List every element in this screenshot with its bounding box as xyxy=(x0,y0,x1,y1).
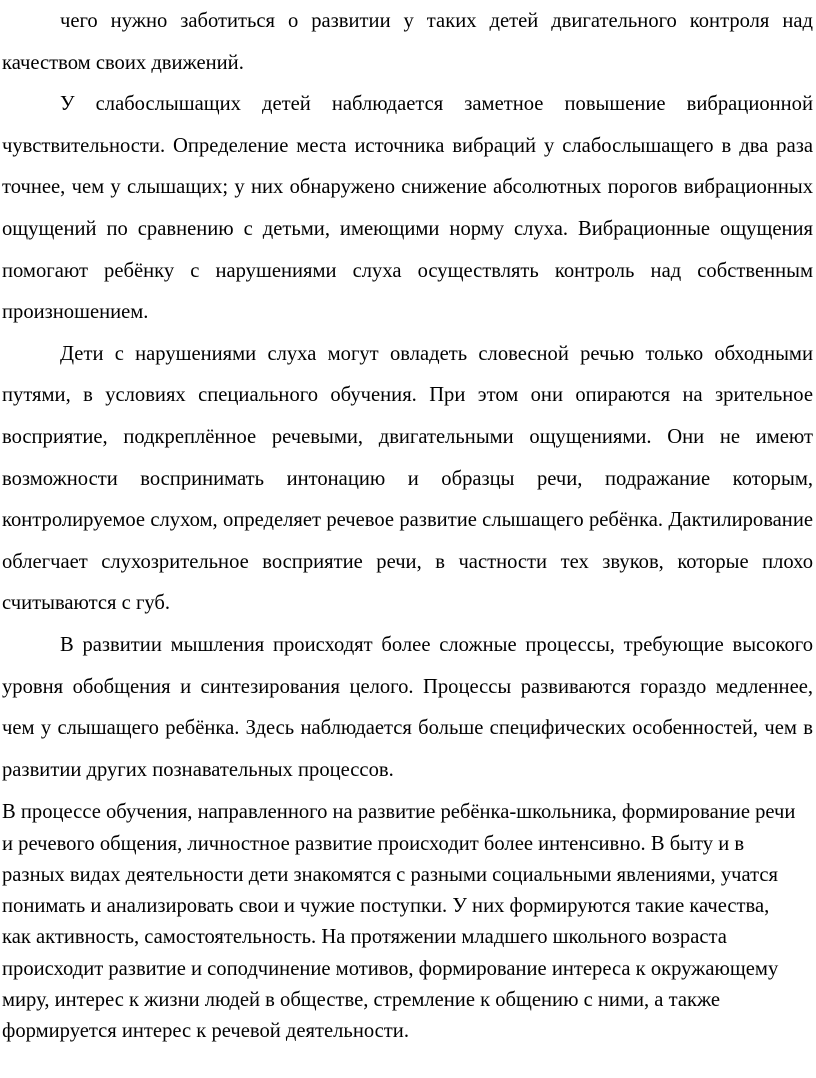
paragraph-vibration-sensitivity: У слабослышащих детей наблюдается заметное повышение вибрационной чувствительности. Определение места источника вибраций у слабослышащего в два раза точнее, чем у слышащих; у них обнаружено снижение абсолютных порогов вибрационных ощущений по сравнению с детьми, имеющими норму слуха. Вибрационные ощущения помогают ребёнку с нарушениями слуха осуществлять контроль над собственным произношением. xyxy=(2,93,813,324)
paragraph-personal-development: В процессе обучения, направленного на развитие ребёнка-школьника, формирование речи и речевого общения, личностное развитие происходит более интенсивно. В быту и в разных видах деятельности дети знакомятся с разными социальными явлениями, учатся понимать и анализировать свои и чужие поступки. У них формируются такие качества, как активность, самостоятельность. На протяжении младшего школьного возраста происходит развитие и соподчинение мотивов, формирование интереса к окружающему миру, интерес к жизни людей в обществе, стремление к общению с ними, а также формируется интерес к речевой деятельности. xyxy=(2,801,796,1043)
paragraph-speech-acquisition: Дети с нарушениями слуха могут овладеть словесной речью только обходными путями, в условиях специального обучения. При этом они опираются на зрительное восприятие, подкреплённое речевыми, двигательными ощущениями. Они не имеют возможности воспринимать интонацию и образцы речи, подражание которым, контролируемое слухом, определяет речевое развитие слышащего ребёнка. Дактилирование облегчает слухозрительное восприятие речи, в частности тех звуков, которые плохо считываются с губ. xyxy=(2,342,813,615)
paragraph-thinking-development: В развитии мышления происходят более сложные процессы, требующие высокого уровня обобщения и синтезирования целого. Процессы развиваются гораздо медленнее, чем у слышащего ребёнка. Здесь наблюдается больше специфических особенностей, чем в развитии других познавательных процессов. xyxy=(2,633,813,781)
paragraph-motor-control: чего нужно заботиться о развитии у таких детей двигательного контроля над качеством своих движений. xyxy=(2,10,813,74)
